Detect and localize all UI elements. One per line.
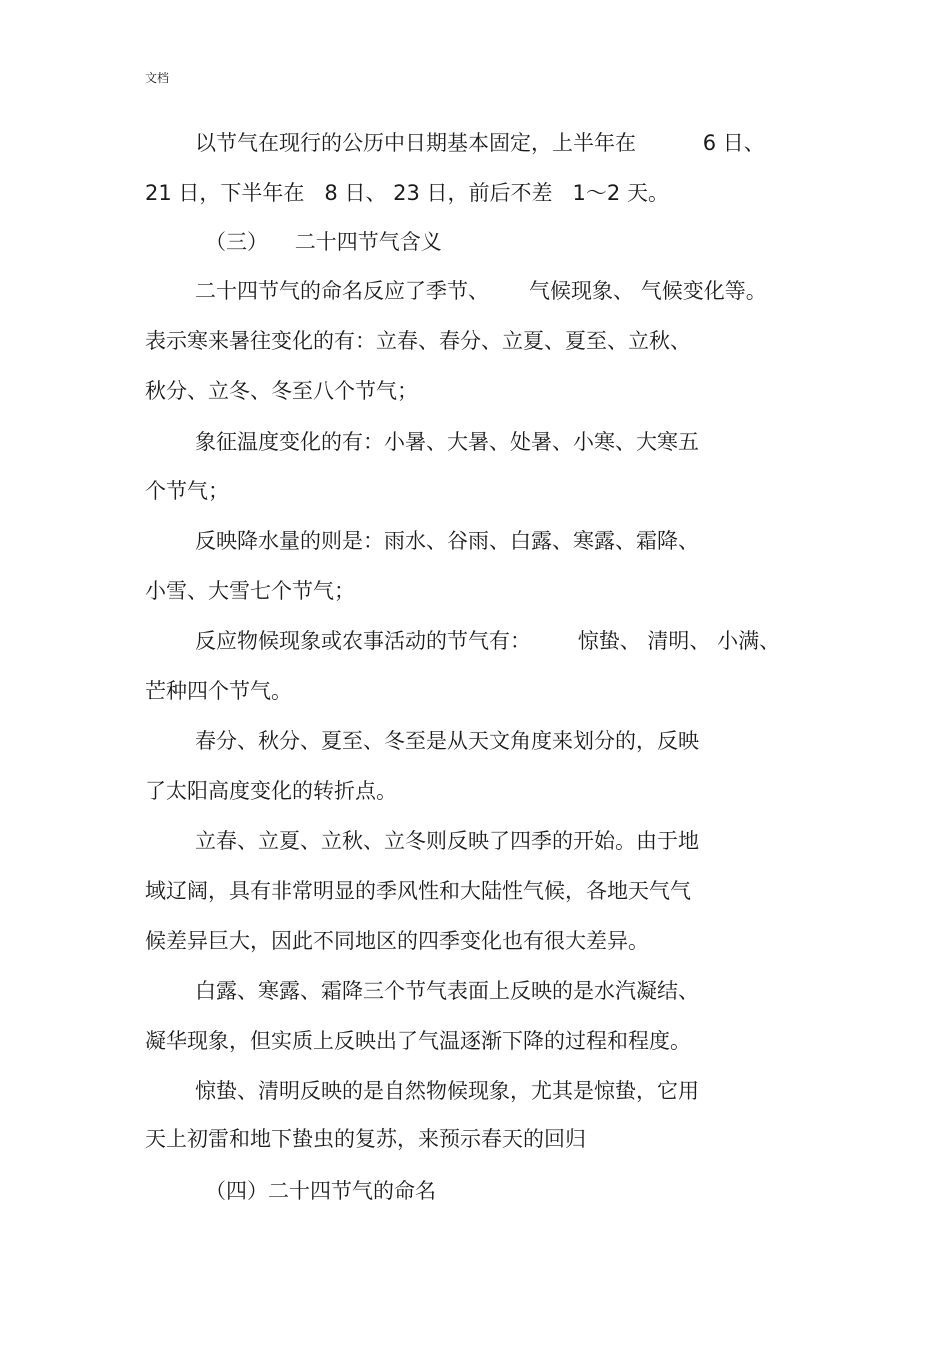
text-line: 反映降水量的则是：雨水、谷雨、白露、寒露、霜降、 bbox=[195, 529, 699, 553]
text-line: 21 日，下半年在 8 日、 23 日，前后不差 1～2 天。 bbox=[145, 181, 669, 205]
text-line: 立春、立夏、立秋、立冬则反映了四季的开始。由于地 bbox=[195, 829, 699, 853]
text-line: 天上初雷和地下蛰虫的复苏，来预示春天的回归 bbox=[145, 1127, 586, 1151]
text-line: 惊蛰、清明反映的是自然物候现象，尤其是惊蛰，它用 bbox=[195, 1079, 699, 1103]
text-line: 凝华现象，但实质上反映出了气温逐渐下降的过程和程度。 bbox=[145, 1029, 691, 1053]
text-line: 域辽阔，具有非常明显的季风性和大陆性气候，各地天气气 bbox=[145, 879, 691, 903]
text-line: 以节气在现行的公历中日期基本固定，上半年在 6 日、 bbox=[195, 131, 765, 155]
text-line: 个节气； bbox=[145, 479, 229, 503]
text-line: 表示寒来暑往变化的有：立春、春分、立夏、夏至、立秋、 bbox=[145, 329, 691, 353]
text-line: 芒种四个节气。 bbox=[145, 679, 292, 703]
text-line: 二十四节气的命名反应了季节、 气候现象、 气候变化等。 bbox=[195, 279, 767, 303]
text-line: 春分、秋分、夏至、冬至是从天文角度来划分的，反映 bbox=[195, 729, 699, 753]
section-heading: （三） 二十四节气含义 bbox=[205, 230, 442, 254]
section-heading: （四）二十四节气的命名 bbox=[205, 1179, 436, 1203]
text-line: 反应物候现象或农事活动的节气有： 惊蛰、 清明、 小满、 bbox=[195, 629, 781, 653]
text-line: 小雪、大雪七个节气； bbox=[145, 579, 355, 603]
header-label: 文档 bbox=[145, 71, 170, 85]
text-line: 象征温度变化的有：小暑、大暑、处暑、小寒、大寒五 bbox=[195, 430, 699, 454]
text-line: 了太阳高度变化的转折点。 bbox=[145, 779, 397, 803]
text-line: 白露、寒露、霜降三个节气表面上反映的是水汽凝结、 bbox=[195, 979, 699, 1003]
text-line: 秋分、立冬、冬至八个节气； bbox=[145, 379, 418, 403]
text-line: 候差异巨大，因此不同地区的四季变化也有很大差异。 bbox=[145, 929, 649, 953]
